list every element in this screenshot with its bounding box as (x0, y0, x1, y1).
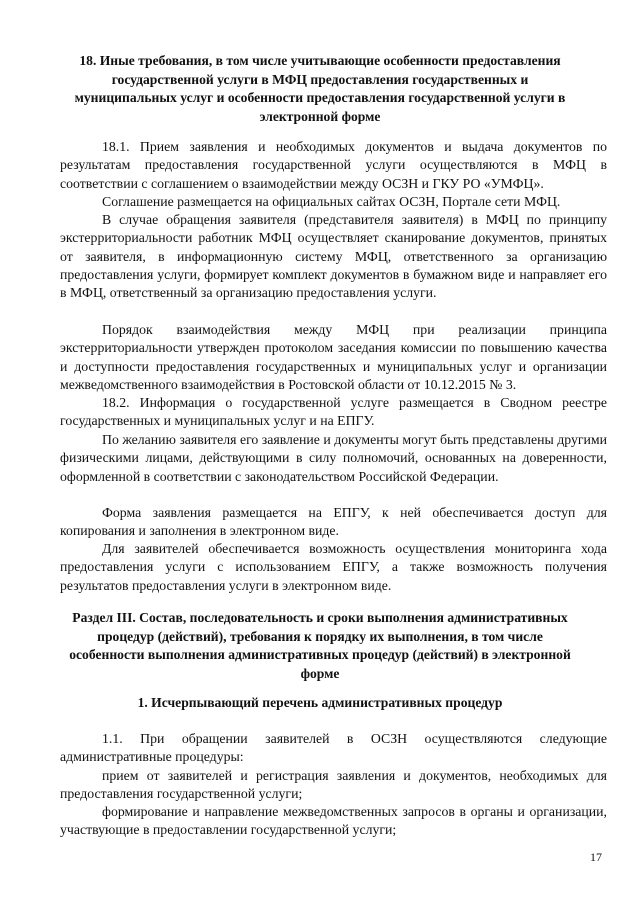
section-3-heading: Раздел III. Состав, последовательность и сроки выполнения административных процедур (действий), требования к порядку их выполнения, в том числе особенности выполнения административных процедур (действий) в электронной форме (69, 610, 571, 681)
paragraph-representatives: По желанию заявителя его заявление и документы могут быть представлены другими физическими лицами, действующими в силу полномочий, основанных на доверенности, оформленной в соответствии с законодательством Российской Федерации. (60, 432, 607, 484)
page-number: 17 (590, 850, 602, 864)
paragraph-extraterritorial: В случае обращения заявителя (представителя заявителя) в МФЦ по принципу экстерриториальности работник МФЦ осуществляет сканирование документов, принятых от заявителя, в информационную систему МФЦ, ответственного за организацию предоставления услуги, формирует комплект документов в бумажном виде и направляет его в МФЦ, ответственный за организацию предоставления услуги. (60, 212, 607, 301)
subsection-1-heading: 1. Исчерпывающий перечень административных процедур (137, 695, 503, 710)
paragraph-interaction-order: Порядок взаимодействия между МФЦ при реализации принципа экстерриториальности утвержден протоколом заседания комиссии по повышению качества и доступности предоставления государственных и муниципальных услуг и организации межведомственного взаимодействия в Ростовской области от 10.12.2015 № 3. (60, 322, 607, 392)
paragraph-form: Форма заявления размещается на ЕПГУ, к ней обеспечивается доступ для копирования и заполнения в электронном виде. (60, 505, 607, 539)
paragraph-monitoring: Для заявителей обеспечивается возможность осуществления мониторинга хода предоставления услуги с использованием ЕПГУ, а также возможность получения результатов предоставления услуги в электронном виде. (60, 541, 607, 593)
section-18-heading: 18. Иные требования, в том числе учитывающие особенности предоставления государственной услуги в МФЦ предоставления государственных и муниципальных услуг и особенности предоставления государственной услуги в электронной форме (74, 53, 566, 124)
list-item-requests: формирование и направление межведомственных запросов в органы и организации, участвующие в предоставлении государственной услуги; (60, 804, 607, 838)
paragraph-18-2: 18.2. Информация о государственной услуге размещается в Сводном реестре государственных и муниципальных услуг и на ЕПГУ. (60, 395, 607, 429)
list-item-reception: прием от заявителей и регистрация заявления и документов, необходимых для предоставления государственной услуги; (60, 768, 607, 802)
paragraph-18-1: 18.1. Прием заявления и необходимых документов и выдача документов по результатам предоставления государственной услуги осуществляются в МФЦ в соответствии с соглашением о взаимодействии между ОСЗН и ГКУ РО «УМФЦ». (60, 139, 607, 191)
paragraph-agreement: Соглашение размещается на официальных сайтах ОСЗН, Портале сети МФЦ. (102, 194, 561, 209)
paragraph-1-1: 1.1. При обращении заявителей в ОСЗН осуществляются следующие административные процедуры: (60, 731, 607, 765)
